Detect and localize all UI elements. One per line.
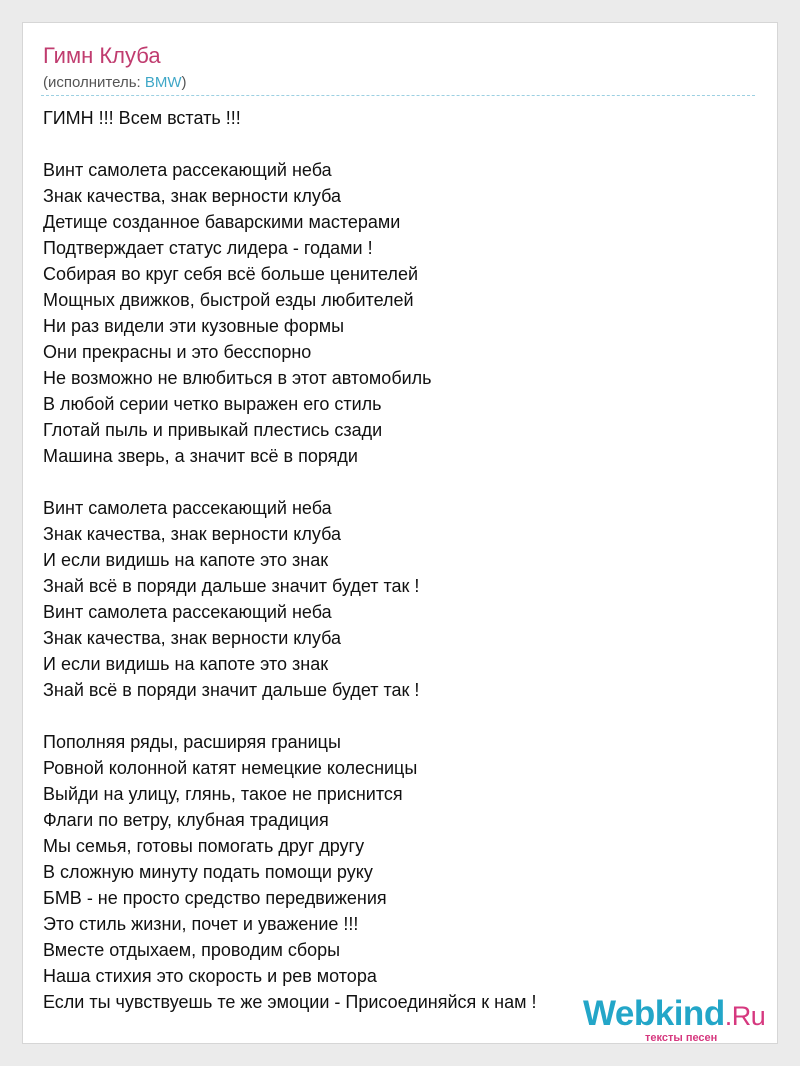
lyric-line: Ни раз видели эти кузовные формы (43, 316, 345, 336)
lyrics-stanza-2 (43, 495, 761, 703)
lyric-line: Собирая во круг себя всё больше ценителей (43, 264, 419, 284)
lyric-line: И если видишь на капоте это знак (43, 550, 329, 570)
lyrics-stanza-1 (43, 157, 761, 469)
webkind-watermark (583, 995, 773, 1045)
stanza-gap (43, 469, 761, 495)
performer-suffix: ) (181, 74, 187, 91)
lyric-line: Знай всё в поряди дальше значит будет так ! (43, 576, 420, 596)
performer-prefix: (исполнитель: (43, 74, 145, 91)
lyric-line: Знай всё в поряди значит дальше будет так ! (43, 680, 420, 700)
lyrics-card (22, 22, 778, 1044)
lyric-line: Винт самолета рассекающий неба (43, 160, 332, 180)
lyric-line: Не возможно не влюбиться в этот автомобиль (43, 368, 432, 388)
lyric-line: Вместе отдыхаем, проводим сборы (43, 940, 341, 960)
lyric-line: Подтверждает статус лидера - годами ! (43, 238, 373, 258)
lyric-line: Ровной колонной катят немецкие колесницы (43, 758, 418, 778)
lyric-line: Знак качества, знак верности клуба (43, 524, 341, 544)
lyric-line: Винт самолета рассекающий неба (43, 602, 332, 622)
lyric-line: ГИМН !!! Всем встать !!! (43, 108, 241, 128)
lyric-line: Они прекрасны и это бесспорно (43, 342, 312, 362)
lyric-line: Флаги по ветру, клубная традиция (43, 810, 329, 830)
performer-link[interactable]: BMW (144, 74, 182, 91)
lyric-line: Детище созданное баварскими мастерами (43, 212, 401, 232)
stanza-gap (43, 703, 761, 729)
lyrics-intro (43, 105, 761, 131)
lyric-line: В любой серии четко выражен его стиль (43, 394, 382, 414)
watermark-brand (583, 995, 773, 1035)
lyric-line: Наша стихия это скорость и рев мотора (43, 966, 377, 986)
lyric-line: Знак качества, знак верности клуба (43, 628, 341, 648)
lyric-line: Мощных движков, быстрой езды любителей (43, 290, 414, 310)
lyrics-stanza-3 (43, 729, 761, 1015)
lyric-line: Это стиль жизни, почет и уважение !!! (43, 914, 359, 934)
lyric-line: БМВ - не просто средство передвижения (43, 888, 387, 908)
lyric-line: Глотай пыль и привыкай плестись сзади (43, 420, 383, 440)
performer-line (43, 74, 187, 92)
lyric-line: Пополняя ряды, расширяя границы (43, 732, 341, 752)
song-title: Гимн Клуба (43, 43, 161, 68)
lyric-line: Машина зверь, а значит всё в поряди (43, 446, 358, 466)
watermark-brand-tld: .Ru (724, 1001, 766, 1031)
header-divider (41, 95, 755, 96)
stanza-gap (43, 131, 761, 157)
lyric-line: Винт самолета рассекающий неба (43, 498, 332, 518)
lyric-line: Если ты чувствуешь те же эмоции - Присоединяйся к нам ! (43, 992, 537, 1012)
lyrics-body (43, 105, 761, 1015)
lyric-line: Выйди на улицу, глянь, такое не приснится (43, 784, 403, 804)
lyric-line: В сложную минуту подать помощи руку (43, 862, 373, 882)
lyric-line: Мы семья, готовы помогать друг другу (43, 836, 365, 856)
lyric-line: И если видишь на капоте это знак (43, 654, 329, 674)
lyric-line: Знак качества, знак верности клуба (43, 186, 341, 206)
watermark-tagline: тексты песен (645, 1032, 718, 1044)
watermark-brand-name: Webkind (583, 994, 725, 1033)
